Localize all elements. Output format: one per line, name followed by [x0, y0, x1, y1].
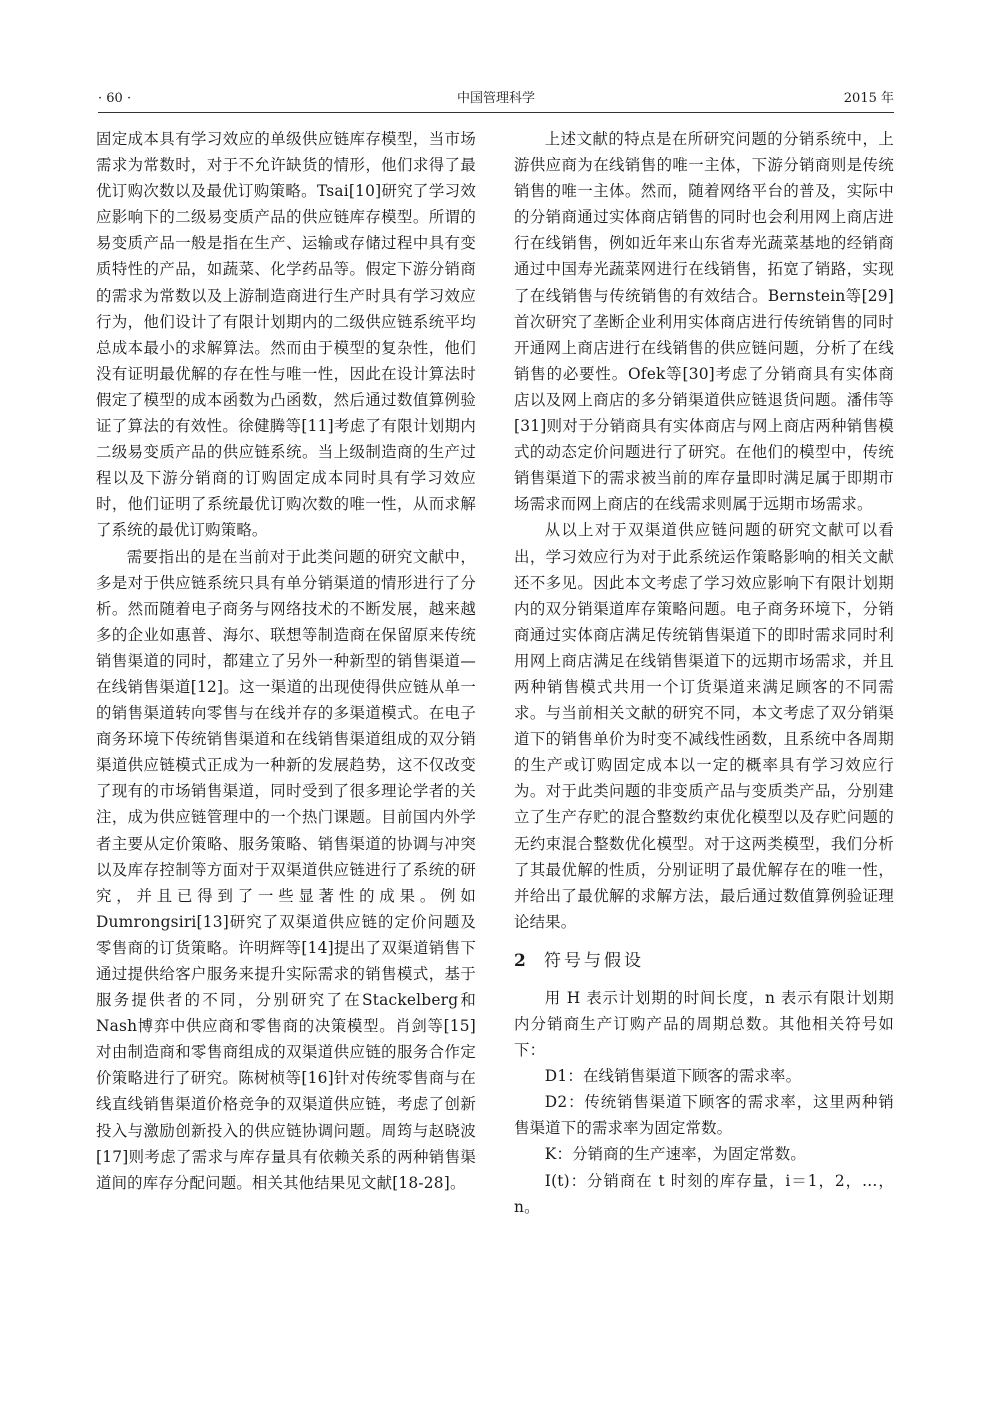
section-heading [514, 949, 894, 973]
paragraph: 上述文献的特点是在所研究问题的分销系统中，上游供应商为在线销售的唯一主体，下游分销商则是传统销售的唯一主体。然而，随着网络平台的普及，实际中的分销商通过实体商店销售的同时也会利用网上商店进行在线销售，例如近年来山东省寿光蔬菜基地的经销商通过中国寿光蔬菜网进行在线销售，拓宽了销路，实现了在线销售与传统销售的有效结合。Bernstein等[29]首次研究了垄断企业利用实体商店进行传统销售的同时开通网上商店进行在线销售的供应链问题，分析了在线销售的必要性。Ofek等[30]考虑了分销商具有实体商店以及网上商店的多分销渠道供应链退货问题。潘伟等[31]则对于分销商具有实体商店与网上商店两种销售模式的动态定价问题进行了研究。在他们的模型中，传统销售渠道下的需求被当前的库存量即时满足属于即期市场需求而网上商店的在线需求则属于远期市场需求。 [514, 130, 894, 514]
symbol-definition: I(t)：分销商在 t 时刻的库存量，i＝1，2，…，n。 [514, 1171, 894, 1216]
running-header [98, 88, 894, 113]
symbol-definition: D2：传统销售渠道下顾客的需求率，这里两种销售渠道下的需求率为固定常数。 [514, 1093, 894, 1138]
section-title: 符号与假设 [544, 950, 645, 971]
right-column [514, 126, 894, 1220]
symbol-definition: D1：在线销售渠道下顾客的需求率。 [544, 1067, 802, 1086]
paragraph: 需要指出的是在当前对于此类问题的研究文献中，多是对于供应链系统只具有单分销渠道的情形进行了分析。然而随着电子商务与网络技术的不断发展，越来越多的企业如惠普、海尔、联想等制造商在保留原来传统销售渠道的同时，都建立了另外一种新型的销售渠道—在线销售渠道[12]。这一渠道的出现使得供应链从单一的销售渠道转向零售与在线并存的多渠道模式。在电子商务环境下传统销售渠道和在线销售渠道组成的双分销渠道供应链模式正成为一种新的发展趋势，这不仅改变了现有的市场销售渠道，同时受到了很多理论学者的关注，成为供应链管理中的一个热门课题。目前国内外学者主要从定价策略、服务策略、销售渠道的协调与冲突以及库存控制等方面对于双渠道供应链进行了系统的研究，并且已得到了一些显著性的成果。例如Dumrongsiri[13]研究了双渠道供应链的定价问题及零售商的订货策略。许明辉等[14]提出了双渠道销售下通过提供给客户服务来提升实际需求的销售模式，基于服务提供者的不同，分别研究了在Stackelberg和Nash博弈中供应商和零售商的决策模型。肖剑等[15]对由制造商和零售商组成的双渠道供应链的服务合作定价策略进行了研究。陈树桢等[16]针对传统零售商与在线直线销售渠道价格竞争的双渠道供应链，考虑了创新投入与激励创新投入的供应链协调问题。周筠与赵晓波[17]则考虑了需求与库存量具有依赖关系的两种销售渠道间的库存分配问题。相关其他结果见文献[18-28]。 [96, 547, 476, 1192]
paragraph: 从以上对于双渠道供应链问题的研究文献可以看出，学习效应行为对于此系统运作策略影响的相关文献还不多见。因此本文考虑了学习效应影响下有限计划期内的双分销渠道库存策略问题。电子商务环境下，分销商通过实体商店满足传统销售渠道下的即时需求同时利用网上商店满足在线销售渠道下的远期市场需求，并且两种销售模式共用一个订货渠道来满足顾客的不同需求。与当前相关文献的研究不同，本文考虑了双分销渠道下的销售单价为时变不减线性函数，且系统中各周期的生产或订购固定成本以一定的概率具有学习效应行为。对于此类问题的非变质产品与变质类产品，分别建立了生产存贮的混合整数约束优化模型以及存贮问题的无约束混合整数优化模型。对于这两类模型，我们分析了其最优解的性质，分别证明了最优解存在的唯一性，并给出了最优解的求解方法，最后通过数值算例验证理论结果。 [514, 521, 894, 931]
section-number: 2 [514, 950, 527, 971]
publication-year: 2015 年 [843, 91, 894, 106]
paragraph: 固定成本具有学习效应的单级供应链库存模型，当市场需求为常数时，对于不允许缺货的情形，他们求得了最优订购次数以及最优订购策略。Tsai[10]研究了学习效应影响下的二级易变质产品的供应链库存模型。所谓的易变质产品一般是指在生产、运输或存储过程中具有变质特性的产品，如蔬菜、化学药品等。假定下游分销商的需求为常数以及上游制造商进行生产时具有学习效应行为，他们设计了有限计划期内的二级供应链系统平均总成本最小的求解算法。然而由于模型的复杂性，他们没有证明最优解的存在性与唯一性，因此在设计算法时假定了模型的成本函数为凸函数，然后通过数值算例验证了算法的有效性。徐健腾等[11]考虑了有限计划期内二级易变质产品的供应链系统。当上级制造商的生产过程以及下游分销商的订购固定成本同时具有学习效应时，他们证明了系统最优订购次数的唯一性，从而求解了系统的最优订购策略。 [96, 130, 476, 540]
symbol-definition: K：分销商的生产速率，为固定常数。 [544, 1145, 806, 1164]
paragraph: 用 H 表示计划期的时间长度，n 表示有限计划期内分销商生产订购产品的周期总数。其他相关符号如下： [514, 988, 894, 1060]
left-column [96, 126, 476, 1196]
page-number: · 60 · [98, 91, 132, 106]
journal-name: 中国管理科学 [456, 91, 535, 106]
